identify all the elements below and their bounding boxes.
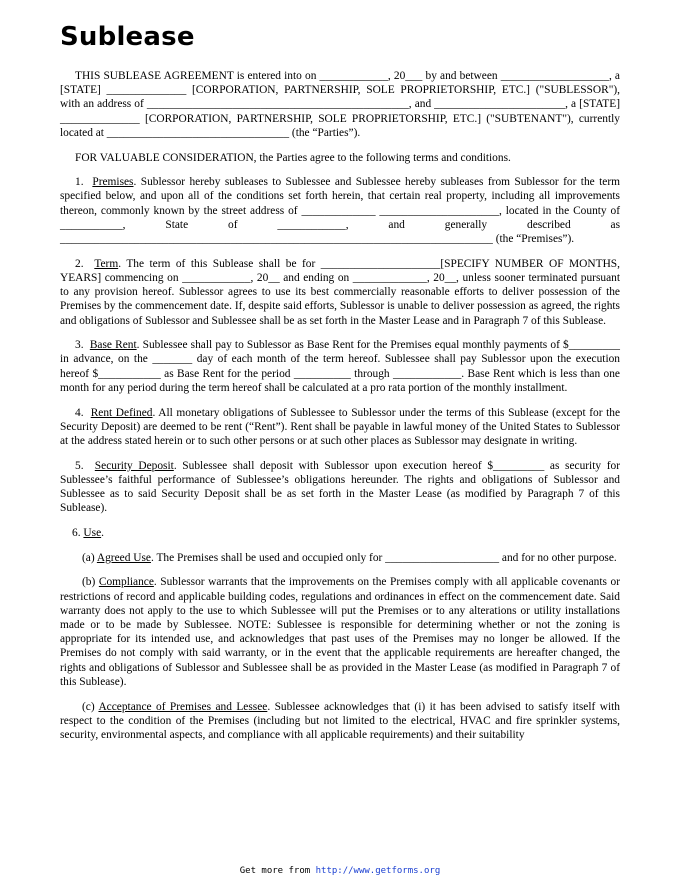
section-rent-defined <box>60 406 620 449</box>
section-term <box>60 257 620 328</box>
section-number: 6. <box>72 526 81 539</box>
intro-paragraph: THIS SUBLEASE AGREEMENT is entered into on ____________, 20___ by and between ___________________, a [STATE] ______________ [CORPORATION, PARTNERSHIP, SOLE PROPRIETORSHIP, ETC.] ("SUBLESSOR"), with an address of ______________________________________________, and _______________________, a [STATE] ______________ [CORPORATION, PARTNERSHIP, SOLE PROPRIETORSHIP, ETC.] ("SUBTENANT"), currently located at ________________________________ (the “Parties”). <box>60 70 620 139</box>
section-security-deposit <box>60 459 620 516</box>
document-title: Sublease <box>60 22 195 52</box>
section-heading: Term <box>94 257 119 270</box>
subsection-text: . Sublessor warrants that the improvements on the Premises comply with all applicable covenants or restrictions of record and applicable building codes, regulations and ordinances in effect on the commencement date. Said warranty does not apply to the use to which Sublessee will put the Premises or to any alterations or utility installations made or to be made by Sublessee. NOTE: Sublessee is responsible for determining whether or not the zoning is appropriate for its intended use, and acknowledges that past uses of the Premises may no longer be allowed. If the Premises do not comply with said warranty, or in the event that the applicable requirements are hereafter changed, the rights and obligations of Sublessor and Sublessee shall be as provided in the Master Lease (as modified in Paragraph 7 of this Sublease). <box>60 576 620 688</box>
footer-link[interactable]: http://www.getforms.org <box>315 866 441 876</box>
section-text: . Sublessor hereby subleases to Sublessee and Sublessee hereby subleases from Sublessor for the term specified below, and upon all of the conditions set forth herein, that certain real property, including all improvements thereon, commonly known by the street address of _____________ _____________________, located in the County of ___________, State of ____________, and generally described as ____________________________________________________________________________ (the “Premises”). <box>60 176 620 246</box>
section-heading: Use <box>83 526 102 539</box>
section-text: . Sublessee shall deposit with Sublessor upon execution hereof $_________ as security for Sublessee’s faithful performance of Sublessee’s obligations hereunder. The rights and obligations of Sublessor and Sublessee as to said Security Deposit shall be as set forth in the Master Lease (as modified by Paragraph 7 of this Sublease). <box>60 459 620 515</box>
subsection-text: . The Premises shall be used and occupied only for ____________________ and for no other purpose. <box>150 551 617 564</box>
section-premises <box>60 175 620 246</box>
section-number: 1. <box>75 176 84 189</box>
section-text: . The term of this Sublease shall be for _____________________[SPECIFY NUMBER OF MONTHS, YEARS] commencing on ____________, 20__ and ending on _____________, 20__, unless sooner terminated pursuant to any provision hereof. Sublessor agrees to use its best commercially reasonable efforts to deliver possession of the Premises by the commencement date. If, despite said efforts, Sublessor is unable to deliver possession as agreed, the rights and obligations of Sublessor and Sublessee shall be as set forth in the Master Lease and in Paragraph 7 of this Sublease. <box>60 257 620 327</box>
footer-prefix: Get more from <box>239 866 316 876</box>
subsection-heading: Agreed Use <box>96 551 151 564</box>
subsection-number: (b) <box>82 576 96 589</box>
subsection-heading: Acceptance of Premises and Lessee <box>98 700 268 713</box>
section-number: 2. <box>75 257 84 270</box>
subsection-acceptance <box>60 700 620 743</box>
section-heading: Rent Defined <box>90 406 153 419</box>
subsection-agreed-use <box>60 551 620 565</box>
section-heading: Premises <box>92 176 134 189</box>
section-use <box>60 526 620 540</box>
subsection-heading: Compliance <box>98 576 154 589</box>
section-number: 4. <box>75 406 84 419</box>
consideration-paragraph: FOR VALUABLE CONSIDERATION, the Parties agree to the following terms and conditions. <box>75 151 511 164</box>
section-text: . All monetary obligations of Sublessee to Sublessor under the terms of this Sublease (except for the Security Deposit) are deemed to be rent (“Rent”). Rent shall be payable in lawful money of the United States to Sublessor at the address stated herein or to such other persons or at such other places as Sublessor may designate in writing. <box>60 406 620 447</box>
section-heading: Security Deposit <box>94 459 174 472</box>
section-number: 5. <box>75 459 84 472</box>
section-text: . <box>101 526 104 539</box>
section-base-rent <box>60 338 620 395</box>
subsection-number: (c) <box>82 700 95 713</box>
page-footer <box>0 866 680 876</box>
subsection-compliance <box>60 575 620 689</box>
document-body <box>60 69 620 742</box>
section-heading: Base Rent <box>89 339 137 352</box>
section-number: 3. <box>75 339 84 352</box>
subsection-text: . Sublessee acknowledges that (i) it has been advised to satisfy itself with respect to the condition of the Premises (including but not limited to the electrical, HVAC and fire sprinkler systems, security, environmental aspects, and compliance with all applicable requirements) and their suitability <box>60 700 620 741</box>
subsection-number: (a) <box>82 551 95 564</box>
section-text: . Sublessee shall pay to Sublessor as Base Rent for the Premises equal monthly payments of $_________ in advance, on the _______ day of each month of the term hereof. Sublessee shall pay Sublessor upon the execution hereof $___________ as Base Rent for the period __________ through ____________. Base Rent which is less than one month for any period during the term hereof shall be calculated at a pro rata portion of the monthly installment. <box>60 339 620 394</box>
